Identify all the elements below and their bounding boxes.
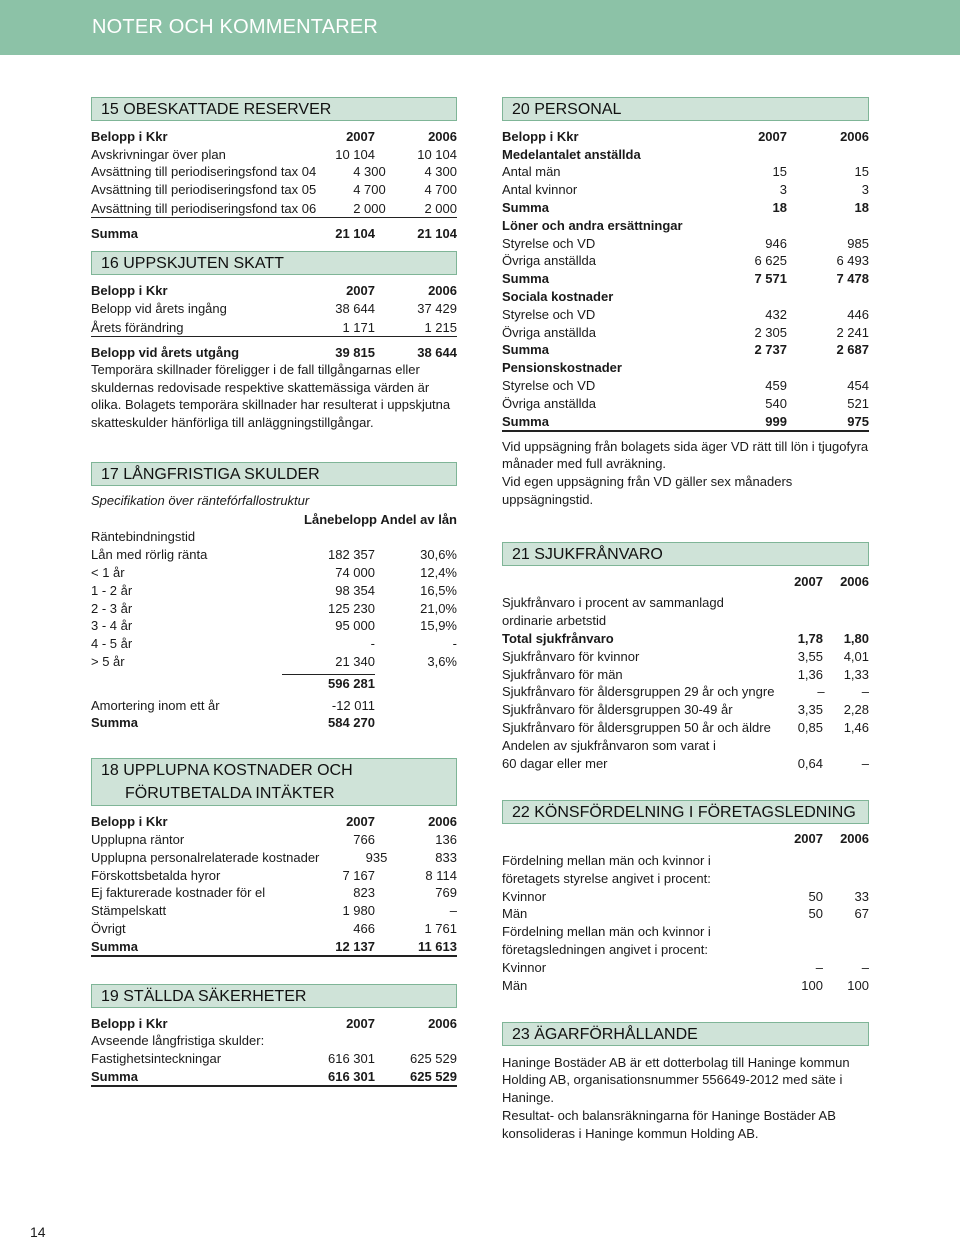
note-23-heading: 23 ÄGARFÖRHÅLLANDE [502, 1022, 869, 1046]
value-col-1: 2007 [346, 128, 375, 144]
value-col-2: 100 [847, 977, 869, 993]
value-col-2: 10 104 [417, 146, 457, 162]
value-col-2: 15 [854, 164, 869, 180]
table-row [502, 665, 869, 683]
table-row [502, 958, 869, 976]
table-header-row [91, 1014, 457, 1032]
note-22-heading: 22 KÖNSFÖRDELNING I FÖRETAGSLEDNING [502, 800, 869, 824]
value-col-2: 15,9% [420, 618, 457, 634]
value-col-1: 584 270 [328, 715, 375, 731]
value-col-1: 1,36 [797, 666, 823, 682]
page-number: 14 [30, 1224, 46, 1240]
table-row [91, 163, 457, 181]
row-label: företagsledningen angivet i procent: [502, 942, 708, 958]
value-col-1: 0,64 [797, 755, 823, 771]
row-label: Belopp i Kkr [91, 282, 168, 298]
sum-row [502, 198, 869, 216]
value-col-2: 975 [847, 413, 869, 429]
table-header-row [91, 812, 457, 830]
sum-row [91, 1067, 457, 1087]
value-col-2: 2006 [840, 573, 869, 589]
value-col-2: – [861, 959, 869, 975]
page-header-title: NOTER OCH KOMMENTARER [92, 16, 379, 38]
value-col-2: 4 300 [424, 164, 457, 180]
value-col-1: 766 [353, 831, 375, 847]
table-row [502, 323, 869, 341]
value-col-1: 7 167 [342, 867, 375, 883]
value-col-2: – [861, 755, 869, 771]
value-col-2: 2 687 [836, 342, 869, 358]
row-label: Belopp vid årets ingång [91, 300, 227, 316]
row-label: Styrelse och VD [502, 377, 596, 393]
table-row [91, 848, 457, 866]
table-row [91, 634, 457, 652]
value-col-1: 74 000 [335, 564, 375, 580]
value-col-1: 466 [353, 920, 375, 936]
table-row [91, 581, 457, 599]
row-label: Summa [502, 271, 549, 287]
row-label: Män [502, 906, 528, 922]
table-row [502, 940, 869, 958]
table-header-row [91, 127, 457, 145]
value-col-2: 446 [847, 306, 869, 322]
table-row [502, 905, 869, 923]
value-col-1: 39 815 [335, 344, 375, 360]
value-col-1: 2007 [346, 1015, 375, 1031]
note-17-subtitle: Specifikation över räntefórfallostruktur [91, 492, 310, 508]
value-col-2: 67 [854, 906, 869, 922]
value-col-2: 3,6% [427, 653, 457, 669]
value-col-2: 4,01 [843, 648, 869, 664]
value-col-1: 540 [765, 395, 787, 411]
value-col-1: -12 011 [331, 697, 375, 713]
value-col-1: 98 354 [335, 582, 375, 598]
row-label: företagets styrelse angivet i procent: [502, 870, 711, 886]
row-label: Män [502, 977, 528, 993]
value-col-2: 625 529 [410, 1051, 457, 1067]
value-col-1: 432 [765, 306, 787, 322]
table-row [91, 919, 457, 937]
value-col-2: 769 [435, 885, 457, 901]
table-row [502, 851, 869, 869]
value-col-1: – [815, 959, 823, 975]
value-col-2: 2 241 [836, 324, 869, 340]
row-label: Förskottsbetalda hyror [91, 867, 221, 883]
sum-row [91, 937, 457, 957]
row-label: 60 dagar eller mer [502, 755, 608, 771]
note-18-heading [91, 758, 457, 806]
value-col-1: 125 230 [328, 600, 375, 616]
value-col-2: 1,33 [843, 666, 869, 682]
row-label: Pensionskostnader [502, 360, 622, 376]
value-col-2: 38 644 [417, 344, 457, 360]
value-col-2: 1,80 [843, 630, 869, 646]
table-row [91, 299, 457, 317]
row-label: Övriga anställda [502, 395, 596, 411]
row-label: Upplupna personalrelaterade kostnader [91, 849, 320, 865]
value-col-1: - [370, 636, 375, 652]
row-label: Styrelse och VD [502, 306, 596, 322]
value-col-1: 15 [772, 164, 787, 180]
row-label: Antal kvinnor [502, 182, 578, 198]
value-col-2: 12,4% [420, 564, 457, 580]
table-row [91, 563, 457, 581]
value-col-2: 6 493 [836, 253, 869, 269]
value-col-2: 21 104 [417, 226, 457, 242]
total-row [91, 674, 457, 692]
sum-row [91, 714, 457, 732]
sum-row [502, 412, 869, 432]
value-col-2: 1,46 [843, 719, 869, 735]
table-row [91, 1049, 457, 1067]
value-col-2: – [449, 903, 457, 919]
value-col-2: 625 529 [410, 1068, 457, 1084]
value-col-1: 1 171 [342, 319, 375, 335]
row-label: Kvinnor [502, 888, 547, 904]
row-label: Sjukfrånvaro för åldersgruppen 50 år och äldre [502, 719, 771, 735]
table-row [91, 830, 457, 848]
note-21-heading: 21 SJUKFRÅNVARO [502, 542, 869, 566]
row-label: Räntebindningstid [91, 529, 196, 545]
row-label: < 1 år [91, 564, 125, 580]
value-col-2: 33 [854, 888, 869, 904]
value-col-2: 16,5% [420, 582, 457, 598]
row-label: Summa [91, 226, 138, 242]
note-18-table [91, 812, 457, 956]
row-label: Sociala kostnader [502, 288, 614, 304]
row-label: Ej fakturerade kostnader för el [91, 885, 266, 901]
row-label: Belopp vid årets utgång [91, 344, 240, 360]
value-col-1: 2007 [794, 573, 823, 589]
value-col-2: 454 [847, 377, 869, 393]
value-col-2: 2 000 [424, 201, 457, 217]
row-label: 2 - 3 år [91, 600, 133, 616]
table-header-row [502, 830, 869, 848]
value-col-1: 1,78 [797, 630, 823, 646]
table-row [502, 976, 869, 994]
table-row [502, 718, 869, 736]
table-row [91, 696, 457, 714]
table-row [502, 887, 869, 905]
table-row [91, 884, 457, 902]
table-row [502, 594, 869, 612]
value-col-2: 985 [847, 235, 869, 251]
row-label: Fastighetsinteckningar [91, 1051, 222, 1067]
row-label: Belopp i Kkr [91, 128, 168, 144]
table-row [91, 545, 457, 563]
value-col-1: 10 104 [335, 146, 375, 162]
row-label: Avsättning till periodiseringsfond tax 06 [91, 201, 317, 217]
value-col-1: 946 [765, 235, 787, 251]
value-col-1: 4 300 [353, 164, 386, 180]
row-label: Summa [91, 938, 138, 954]
row-label: Övriga anställda [502, 253, 596, 269]
row-label: Styrelse och VD [502, 235, 596, 251]
value-col-2: - [452, 636, 457, 652]
value-col-1: 2 000 [353, 201, 386, 217]
table-row [502, 647, 869, 665]
value-col-1: 50 [808, 906, 823, 922]
row-label: Summa [502, 342, 549, 358]
row-label: Fördelning mellan män och kvinnor i [502, 924, 711, 940]
value-col-1: 2007 [794, 831, 823, 847]
value-col-1: 18 [772, 199, 787, 215]
row-label: Kvinnor [502, 959, 547, 975]
table-row [91, 180, 457, 198]
row-label: Belopp i Kkr [91, 1015, 168, 1031]
group-label [502, 145, 869, 163]
value-col-1: Lånebelopp [304, 511, 377, 527]
row-label: Fördelning mellan män och kvinnor i [502, 853, 711, 869]
note-20-table [502, 127, 869, 432]
value-col-2: 2,28 [843, 702, 869, 718]
value-col-2: 2006 [840, 831, 869, 847]
row-label: Belopp i Kkr [502, 128, 579, 144]
value-col-2: 2006 [840, 128, 869, 144]
row-label: Lån med rörlig ränta [91, 547, 208, 563]
value-col-2: 37 429 [417, 300, 457, 316]
row-label: Summa [502, 413, 549, 429]
value-col-1: 21 104 [335, 226, 375, 242]
table-row [502, 683, 869, 701]
value-col-1: 95 000 [335, 618, 375, 634]
value-col-1: 7 571 [754, 271, 787, 287]
table-row [91, 198, 457, 218]
row-label: Amortering inom ett år [91, 697, 220, 713]
row-label: Stämpelskatt [91, 903, 167, 919]
note-23-text-2: Resultat- och balansräkningarna för Haninge Bostäder AB konsolideras i Haninge kommun Holding AB. [502, 1108, 836, 1141]
row-label: Belopp i Kkr [91, 814, 168, 830]
value-col-2: 4 700 [424, 182, 457, 198]
row-label: 1 - 2 år [91, 582, 133, 598]
value-col-2: 2006 [428, 814, 457, 830]
note-21-table [502, 572, 869, 772]
value-col-2: 7 478 [836, 271, 869, 287]
value-col-1: 12 137 [335, 938, 375, 954]
value-col-2: 30,6% [420, 547, 457, 563]
row-label: Avsättning till periodiseringsfond tax 04 [91, 164, 317, 180]
note-16-text: Temporära skillnader föreligger i de fall tillgångarnas eller skuldernas redovisade respektive skattemässiga värden är olika. Bolagets temporära skillnader har resulterat i uppskjutna skatteskulder hänförliga till anläggningstillgångar. [91, 361, 451, 431]
table-row [91, 145, 457, 163]
table-row [91, 652, 457, 670]
table-row [502, 234, 869, 252]
value-col-1: 50 [808, 888, 823, 904]
value-col-1: – [817, 684, 825, 700]
sum-row [91, 218, 457, 242]
table-row [91, 901, 457, 919]
value-col-2: 18 [854, 199, 869, 215]
row-label: Övriga anställda [502, 324, 596, 340]
note-15-table [91, 127, 457, 242]
left-column [91, 97, 457, 1087]
value-col-1: 616 301 [328, 1051, 375, 1067]
row-label: Avseende långfristiga skulder: [91, 1033, 265, 1049]
group-label [91, 528, 457, 546]
note-15-heading: 15 OBESKATTADE RESERVER [91, 97, 457, 121]
row-label: Sjukfrånvaro för kvinnor [502, 648, 640, 664]
note-22-table [502, 830, 869, 994]
row-label: Årets förändring [91, 319, 184, 335]
table-row [502, 869, 869, 887]
note-18-heading-line1: 18 UPPLUPNA KOSTNADER OCH [101, 762, 353, 780]
value-col-2: 11 613 [417, 938, 457, 954]
value-col-1: 935 [365, 849, 388, 865]
value-col-1: 100 [801, 977, 823, 993]
note-16-table [91, 281, 457, 361]
row-label: Upplupna räntor [91, 831, 185, 847]
table-row [91, 599, 457, 617]
value-col-1: 2007 [346, 814, 375, 830]
table-row [502, 305, 869, 323]
row-label: ordinarie arbetstid [502, 613, 607, 629]
value-col-1: 2 737 [754, 342, 787, 358]
row-label: Sjukfrånvaro för åldersgruppen 30-49 år [502, 702, 733, 718]
note-16-heading: 16 UPPSKJUTEN SKATT [91, 251, 457, 275]
value-col-2: 2006 [428, 1015, 457, 1031]
value-col-1: 459 [765, 377, 787, 393]
value-col-1: 3,55 [797, 648, 823, 664]
value-col-1: 3,35 [797, 702, 823, 718]
row-label: Medelantalet anställda [502, 146, 641, 162]
group-label [502, 287, 869, 305]
row-label: Sjukfrånvaro för män [502, 666, 623, 682]
value-col-2: 1 215 [424, 319, 457, 335]
table-header-row [502, 572, 869, 590]
group-label [502, 216, 869, 234]
row-label: Antal män [502, 164, 561, 180]
table-row [502, 611, 869, 629]
note-19-heading: 19 STÄLLDA SÄKERHETER [91, 984, 457, 1008]
row-label: > 5 år [91, 653, 125, 669]
value-col-2: 8 114 [425, 867, 457, 883]
note-17-table [91, 510, 457, 732]
row-label: Summa [502, 199, 549, 215]
value-col-2: 1 761 [424, 920, 457, 936]
value-col-1: 1 980 [342, 903, 375, 919]
value-col-1: 3 [779, 182, 787, 198]
table-header-row [91, 281, 457, 299]
table-row [502, 252, 869, 270]
note-20-text-1: Vid uppsägning från bolagets sida äger VD rätt till lön i tjugofyra månader med full avräkning. [502, 438, 869, 472]
row-label: Sjukfrånvaro i procent av sammanlagd [502, 595, 724, 611]
note-20-heading: 20 PERSONAL [502, 97, 869, 121]
value-col-1: 182 357 [328, 547, 375, 563]
value-col-1: 616 301 [328, 1068, 375, 1084]
sum-row [91, 337, 457, 361]
note-18-heading-line2: FÖRUTBETALDA INTÄKTER [125, 785, 335, 803]
value-col-2: 3 [861, 182, 869, 198]
row-label: Avskrivningar över plan [91, 146, 226, 162]
group-label [91, 1032, 457, 1050]
value-col-1: 6 625 [754, 253, 787, 269]
table-row [502, 700, 869, 718]
row-label: Löner och andra ersättningar [502, 217, 683, 233]
value-col-1: 38 644 [335, 300, 375, 316]
value-col-1: 823 [353, 885, 375, 901]
value-col-1: 596 281 [282, 674, 375, 692]
value-col-1: 0,85 [797, 719, 823, 735]
table-row [91, 317, 457, 337]
value-col-2: Andel av lån [380, 511, 457, 527]
value-col-2: 2006 [428, 282, 457, 298]
row-label: Övrigt [91, 920, 126, 936]
value-col-1: 21 340 [335, 653, 375, 669]
page-header-bar [0, 0, 960, 55]
table-row [502, 754, 869, 772]
value-col-1: 2 305 [754, 324, 787, 340]
right-column [502, 97, 869, 1143]
row-label: Summa [91, 1068, 138, 1084]
sum-row [502, 269, 869, 287]
table-header-row [502, 127, 869, 145]
table-row [502, 163, 869, 181]
table-row [502, 180, 869, 198]
value-col-2: 521 [847, 395, 869, 411]
table-row [91, 866, 457, 884]
row-label: Sjukfrånvaro för åldersgruppen 29 år och yngre [502, 684, 775, 700]
table-row [502, 394, 869, 412]
note-17-heading: 17 LÅNGFRISTIGA SKULDER [91, 462, 457, 486]
table-row [502, 736, 869, 754]
value-col-2: – [861, 684, 869, 700]
sum-row [502, 341, 869, 359]
note-19-table [91, 1014, 457, 1087]
row-label: 3 - 4 år [91, 618, 133, 634]
value-col-2: 136 [435, 831, 457, 847]
value-col-1: 2007 [758, 128, 787, 144]
row-label: Summa [91, 715, 138, 731]
table-row [502, 629, 869, 647]
note-23-text-1: Haninge Bostäder AB är ett dotterbolag till Haninge kommun Holding AB, organisationsnummer 556649-2012 med säte i Haninge. [502, 1054, 850, 1106]
value-col-1: 2007 [346, 282, 375, 298]
value-col-2: 2006 [428, 128, 457, 144]
table-header-row [91, 510, 457, 528]
row-label: 4 - 5 år [91, 636, 133, 652]
table-row [502, 376, 869, 394]
group-label [502, 358, 869, 376]
note-20-text-2: Vid egen uppsägning från VD gäller sex månaders uppsägningstid. [502, 474, 793, 507]
value-col-2: 21,0% [420, 600, 457, 616]
value-col-1: 4 700 [353, 182, 386, 198]
row-label: Avsättning till periodiseringsfond tax 05 [91, 182, 317, 198]
value-col-1: 999 [765, 413, 787, 429]
table-row [502, 922, 869, 940]
row-label: Total sjukfrånvaro [502, 630, 614, 646]
table-row [91, 617, 457, 635]
value-col-2: 833 [435, 849, 457, 865]
row-label: Andelen av sjukfrånvaron som varat i [502, 737, 716, 753]
